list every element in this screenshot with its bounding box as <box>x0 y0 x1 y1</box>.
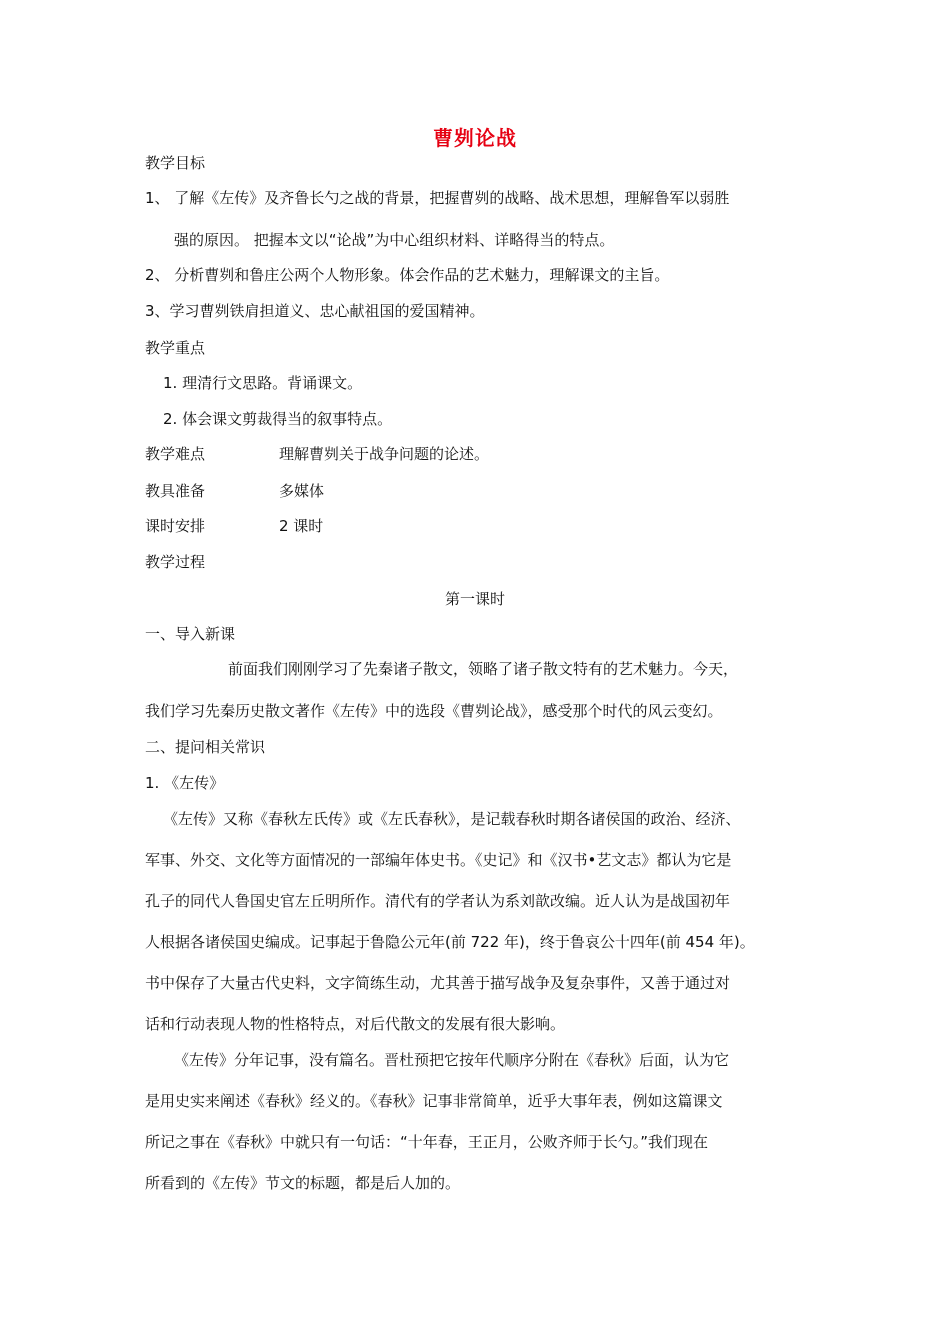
info-row-label: 教具准备 <box>145 482 206 500</box>
info-row-value: 多媒体 <box>279 482 325 500</box>
section2-heading: 二、提问相关常识 <box>145 738 266 756</box>
info-row-value: 2 课时 <box>279 517 324 535</box>
paragraph-line: 书中保存了大量古代史料，文字简练生动，尤其善于描写战争及复杂事件，又善于通过对 <box>145 974 731 992</box>
key-point-item: 1. 理清行文思路。背诵课文。 <box>163 374 363 392</box>
section2-subheading: 1. 《左传》 <box>145 774 225 792</box>
objective-item: 2、 分析曹刿和鲁庄公两个人物形象。体会作品的艺术魅力，理解课文的主旨。 <box>145 266 670 284</box>
document-title: 曹刿论战 <box>433 126 517 150</box>
info-row-label: 课时安排 <box>145 517 206 535</box>
paragraph-line: 《左传》分年记事，没有篇名。晋杜预把它按年代顺序分附在《春秋》后面，认为它 <box>174 1051 730 1069</box>
paragraph-line: 军事、外交、文化等方面情况的一部编年体史书。《史记》和《汉书•艺文志》都认为它是 <box>145 851 732 869</box>
key-point-item: 2. 体会课文剪裁得当的叙事特点。 <box>163 410 393 428</box>
paragraph-line: 所看到的《左传》节文的标题，都是后人加的。 <box>145 1174 461 1192</box>
process-heading: 教学过程 <box>145 553 206 571</box>
objective-item: 强的原因。 把握本文以“论战”为中心组织材料、详略得当的特点。 <box>174 231 615 249</box>
objective-item: 1、 了解《左传》及齐鲁长勺之战的背景，把握曹刿的战略、战术思想，理解鲁军以弱胜 <box>145 189 730 207</box>
paragraph-line: 人根据各诸侯国史编成。记事起于鲁隐公元年(前 722 年)，终于鲁哀公十四年(前 454 年)。 <box>145 933 755 951</box>
lesson-heading: 第一课时 <box>444 590 505 608</box>
paragraph-line: 所记之事在《春秋》中就只有一句话：“十年春，王正月，公败齐师于长勺。”我们现在 <box>145 1133 709 1151</box>
objectives-heading: 教学目标 <box>145 154 206 172</box>
paragraph-line: 是用史实来阐述《春秋》经义的。《春秋》记事非常简单，近乎大事年表，例如这篇课文 <box>145 1092 723 1110</box>
paragraph-line: 孔子的同代人鲁国史官左丘明所作。清代有的学者认为系刘歆改编。近人认为是战国初年 <box>145 892 731 910</box>
section1-line: 我们学习先秦历史散文著作《左传》中的选段《曹刿论战》，感受那个时代的风云变幻。 <box>145 702 723 720</box>
paragraph-line: 话和行动表现人物的性格特点，对后代散文的发展有很大影响。 <box>145 1015 566 1033</box>
info-row-label: 教学难点 <box>145 445 206 463</box>
key-points-heading: 教学重点 <box>145 339 206 357</box>
section1-line: 前面我们刚刚学习了先秦诸子散文，领略了诸子散文特有的艺术魅力。今天， <box>228 660 739 678</box>
objective-item: 3、学习曹刿铁肩担道义、忠心献祖国的爱国精神。 <box>145 302 485 320</box>
info-row-value: 理解曹刿关于战争问题的论述。 <box>279 445 490 463</box>
section1-heading: 一、导入新课 <box>145 625 236 643</box>
paragraph-line: 《左传》又称《春秋左氏传》或《左氏春秋》，是记载春秋时期各诸侯国的政治、经济、 <box>163 810 741 828</box>
